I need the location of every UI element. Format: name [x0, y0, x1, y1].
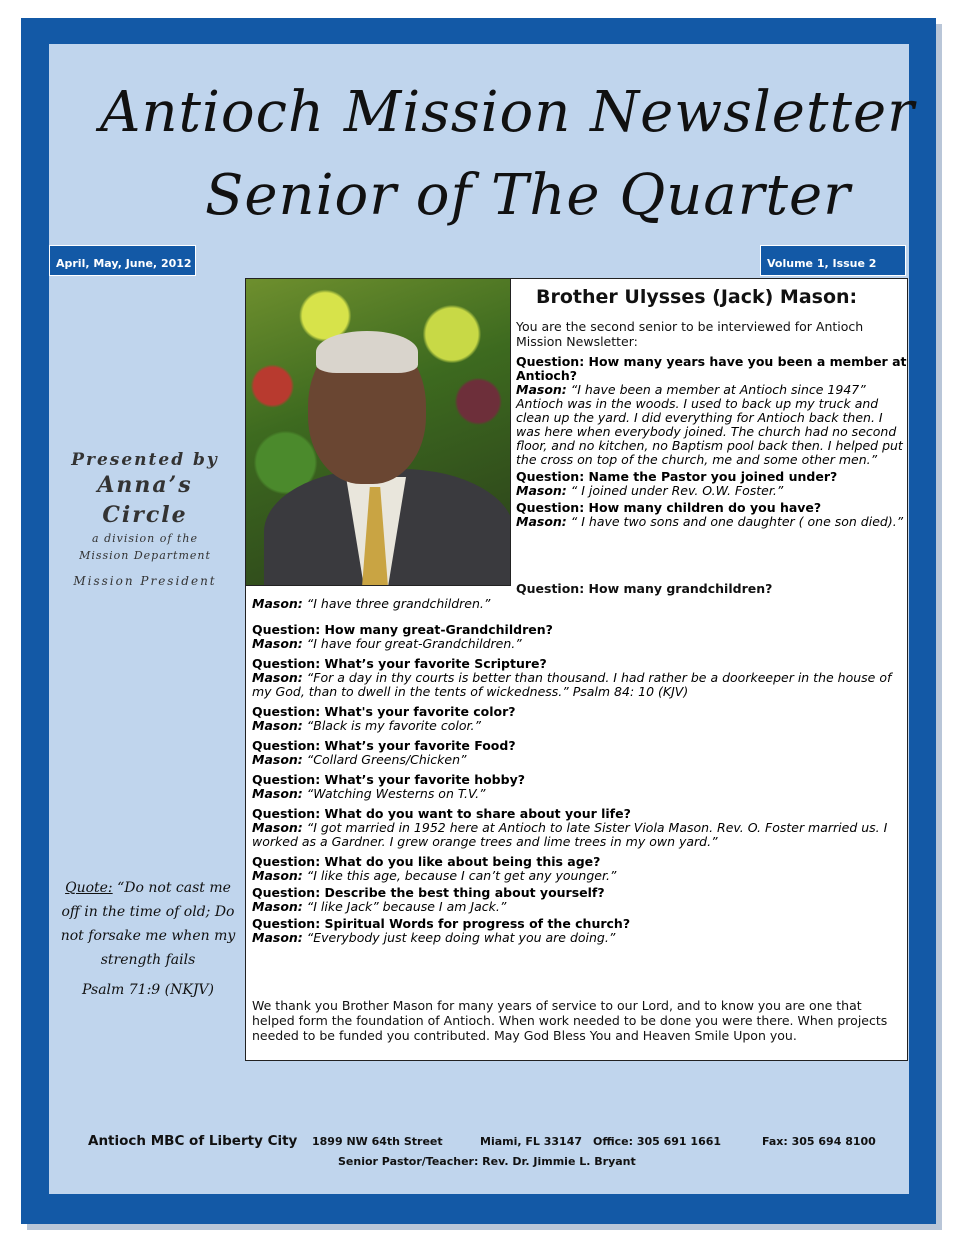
footer-city: Miami, FL 33147	[480, 1135, 583, 1148]
date-badge: April, May, June, 2012	[49, 245, 196, 276]
volume-badge: Volume 1, Issue 2	[760, 245, 906, 276]
quote-reference: Psalm 71:9 (NKJV)	[81, 982, 215, 998]
footer-office-phone: Office: 305 691 1661	[593, 1135, 722, 1148]
article-intro: You are the second senior to be interviewed for Antioch Mission Newsletter:	[516, 319, 864, 349]
circle-name-1: Anna’s	[97, 472, 193, 498]
answer-text: “ I have two sons and one daughter ( one son died).”	[566, 514, 904, 529]
qa-item	[252, 739, 906, 767]
division-line-1: a division of the	[92, 532, 198, 545]
answer-text: “I like this age, because I can’t get any younger.”	[302, 868, 617, 883]
qa-item	[252, 886, 906, 914]
answer	[516, 484, 908, 498]
question: Question: What do you want to share about your life?	[252, 806, 631, 821]
footer-address: 1899 NW 64th Street	[312, 1135, 443, 1148]
qa-item	[516, 501, 908, 529]
question: Question: What’s your favorite Food?	[252, 738, 516, 753]
question: Question: Name the Pastor you joined under?	[516, 469, 838, 484]
qa-item	[252, 657, 906, 699]
answer-label: Mason:	[252, 868, 303, 883]
question: Question: How many children do you have?	[516, 500, 822, 515]
answer-text: “I got married in 1952 here at Antioch to late Sister Viola Mason. Rev. O. Foster married us. I worked as a Gardner. I grew orange trees and lime trees in my own yard.”	[252, 820, 888, 849]
answer	[252, 637, 906, 651]
answer-text: “Everybody just keep doing what you are doing.”	[302, 930, 616, 945]
presented-by: Presented by	[71, 450, 219, 470]
article-heading: Brother Ulysses (Jack) Mason:	[536, 286, 858, 308]
answer	[252, 597, 906, 611]
answer-text: “ I joined under Rev. O.W. Foster.”	[566, 483, 784, 498]
qa-item	[516, 470, 908, 498]
answer-label: Mason:	[252, 786, 303, 801]
qa-item	[252, 855, 906, 883]
answer	[252, 787, 906, 801]
quote-label: Quote:	[65, 880, 113, 896]
newsletter-title: Antioch Mission Newsletter	[100, 80, 915, 145]
answer-text: “Black is my favorite color.”	[302, 718, 481, 733]
answer-text: “I have three grandchildren.”	[302, 596, 491, 611]
division-line-2: Mission Department	[79, 549, 211, 562]
answer-text: “For a day in thy courts is better than thousand. I had rather be a doorkeeper in the house of my God, than to dwell in the tents of wickedness.” Psalm 84: 10 (KJV)	[252, 670, 892, 699]
answer-label: Mason:	[252, 718, 303, 733]
answer-text: “I have been a member at Antioch since 1947” Antioch was in the woods. I used to back up my truck and clean up the yard. I did everything for Antioch back then. I was here when everybody joined. The church had no second floor, and no kitchen, no Baptism pool back then. I helped put the cross on top of the church, me and some other men.”	[516, 382, 903, 467]
qa-list-bottom	[252, 597, 906, 951]
qa-item	[252, 917, 906, 945]
answer-text: “I like Jack” because I am Jack.”	[302, 899, 507, 914]
qa-item	[252, 807, 906, 849]
qa-list-top	[516, 355, 908, 532]
photo-hair	[316, 331, 418, 373]
sidebar-credits	[55, 450, 235, 588]
mission-president: Mission President	[73, 574, 217, 588]
question: Question: Spiritual Words for progress of the church?	[252, 916, 631, 931]
qa-item	[252, 597, 906, 611]
footer	[88, 1133, 888, 1173]
answer	[252, 821, 906, 849]
answer-text: “Collard Greens/Chicken”	[302, 752, 467, 767]
answer	[516, 515, 908, 529]
answer-label: Mason:	[516, 382, 567, 397]
answer	[252, 671, 906, 699]
newsletter-subtitle: Senior of The Quarter	[205, 163, 851, 228]
answer-label: Mason:	[252, 752, 303, 767]
answer	[252, 931, 906, 945]
question: Question: What's your favorite color?	[252, 704, 516, 719]
question: Question: How many years have you been a member at Antioch?	[516, 354, 907, 383]
answer-text: “Watching Westerns on T.V.”	[302, 786, 486, 801]
answer-label: Mason:	[252, 930, 303, 945]
question-grandchildren: Question: How many grandchildren?	[516, 581, 773, 596]
question: Question: What do you like about being this age?	[252, 854, 601, 869]
footer-pastor: Senior Pastor/Teacher: Rev. Dr. Jimmie L. Bryant	[338, 1155, 636, 1168]
question: Question: What’s your favorite Scripture?	[252, 656, 547, 671]
question: Question: What’s your favorite hobby?	[252, 772, 525, 787]
qa-item	[516, 355, 908, 467]
answer-label: Mason:	[252, 636, 303, 651]
qa-item	[252, 773, 906, 801]
footer-fax: Fax: 305 694 8100	[762, 1135, 876, 1148]
answer	[252, 753, 906, 767]
answer	[252, 869, 906, 883]
answer-text: “I have four great-Grandchildren.”	[302, 636, 522, 651]
answer-label: Mason:	[252, 670, 303, 685]
portrait-photo	[246, 279, 511, 586]
article-box	[245, 278, 908, 1061]
sidebar-quote	[58, 876, 238, 1002]
answer-label: Mason:	[252, 820, 303, 835]
answer	[516, 383, 908, 467]
answer	[252, 719, 906, 733]
question: Question: How many great-Grandchildren?	[252, 622, 553, 637]
question: Question: Describe the best thing about yourself?	[252, 885, 605, 900]
circle-name-2: Circle	[102, 502, 188, 528]
closing-paragraph: We thank you Brother Mason for many years of service to our Lord, and to know you are one that helped form the foundation of Antioch. When work needed to be done you were there. When projects needed to be funded you contributed. May God Bless You and Heaven Smile Upon you.	[252, 998, 888, 1043]
qa-item	[252, 705, 906, 733]
quote-text: “Do not cast me off in the time of old; Do not forsake me when my strength fails	[60, 880, 236, 968]
answer	[252, 900, 906, 914]
footer-church: Antioch MBC of Liberty City	[88, 1133, 298, 1149]
answer-label: Mason:	[252, 596, 303, 611]
qa-item	[252, 623, 906, 651]
answer-label: Mason:	[516, 483, 567, 498]
answer-label: Mason:	[516, 514, 567, 529]
answer-label: Mason:	[252, 899, 303, 914]
